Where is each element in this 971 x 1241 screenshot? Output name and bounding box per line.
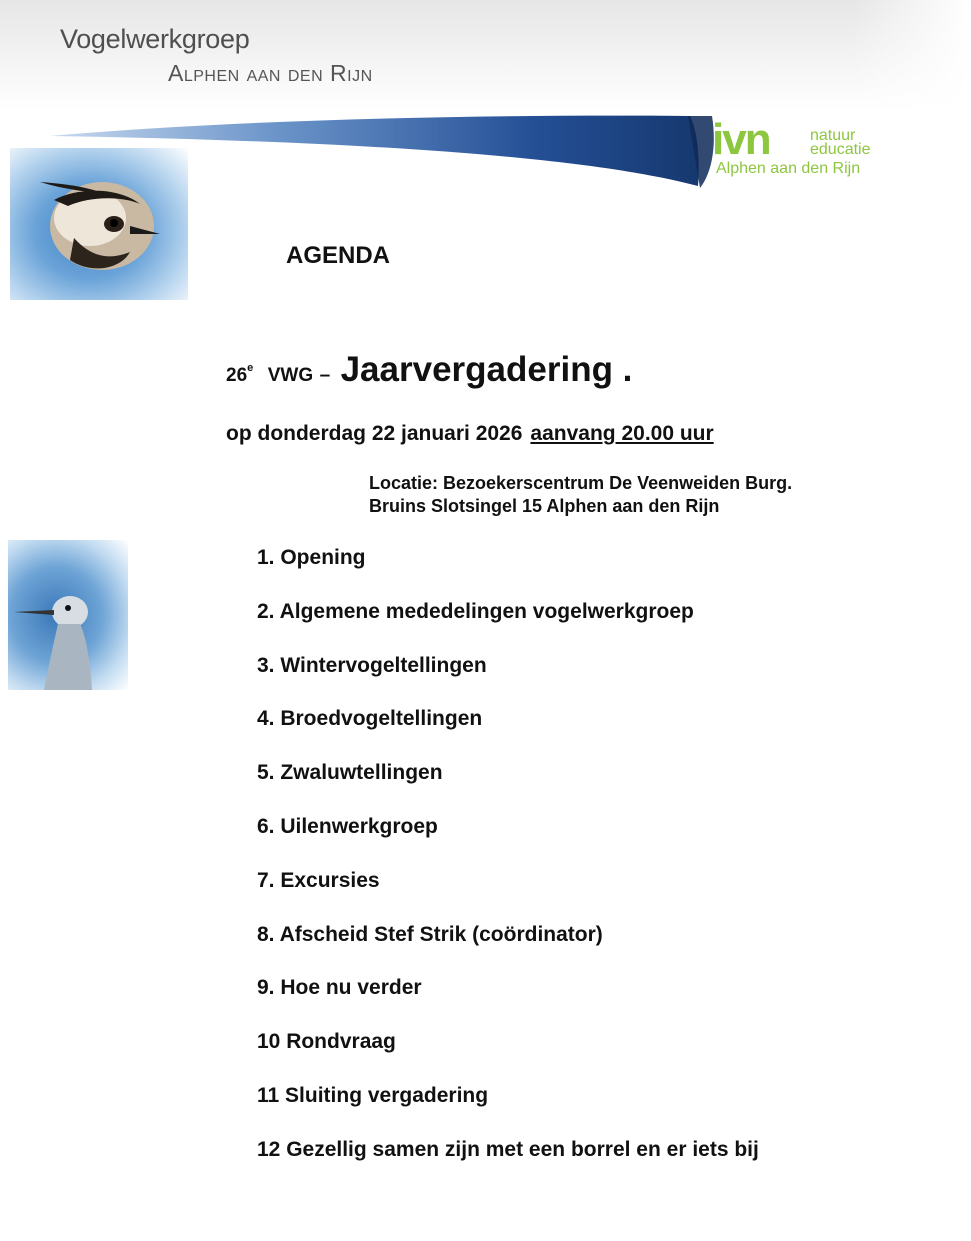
agenda-item: 11 Sluiting vergadering [257,1083,489,1107]
meeting-start-time: aanvang 20.00 uur [530,422,714,445]
org-subtitle: Alphen aan den Rijn [168,60,373,86]
agenda-list [257,544,759,1190]
lapwing-photo [10,148,188,300]
meeting-number: 26 [226,365,248,386]
agenda-item: 5. Zwaluwtellingen [257,761,443,785]
meeting-dash: – [319,365,331,386]
wader-photo [8,540,128,690]
meeting-group: VWG [267,365,314,386]
agenda-item: 12 Gezellig samen zijn met een borrel en er iets bij [257,1137,759,1161]
agenda-item: 8. Afscheid Stef Strik (coördinator) [257,922,603,946]
ivn-logo-line1: natuur [810,127,856,144]
agenda-item: 9. Hoe nu verder [257,976,422,1000]
location-line-2: Bruins Slotsingel 15 Alphen aan den Rijn [369,496,720,516]
agenda-item: 1. Opening [257,546,366,569]
agenda-item: 3. Wintervogeltellingen [257,653,487,677]
meeting-title-line [226,350,632,390]
meeting-date-line [226,422,714,446]
agenda-item: 7. Excursies [257,868,380,892]
header-band [0,0,971,110]
agenda-heading: AGENDA [286,242,391,269]
meeting-location [369,472,792,518]
agenda-item: 2. Algemene mededelingen vogelwerkgroep [257,599,694,623]
lapwing-head-illustration [10,148,188,300]
location-line-1: Locatie: Bezoekerscentrum De Veenweiden Burg. [369,473,793,493]
org-title: Vogelwerkgroep [60,24,250,54]
ivn-logo-mark: ivn [712,115,770,164]
wader-bird-illustration [8,540,128,690]
ivn-logo-line2: educatie [810,141,871,158]
meeting-title: Jaarvergadering . [340,350,633,389]
ivn-logo [712,115,912,182]
agenda-item: 6. Uilenwerkgroep [257,814,438,838]
ivn-logo-city: Alphen aan den Rijn [716,160,861,177]
agenda-item: 10 Rondvraag [257,1030,396,1054]
agenda-item: 4. Broedvogeltellingen [257,707,483,731]
meeting-ordinal-suffix: e [247,362,254,374]
meeting-date: op donderdag 22 januari 2026 [226,422,523,445]
